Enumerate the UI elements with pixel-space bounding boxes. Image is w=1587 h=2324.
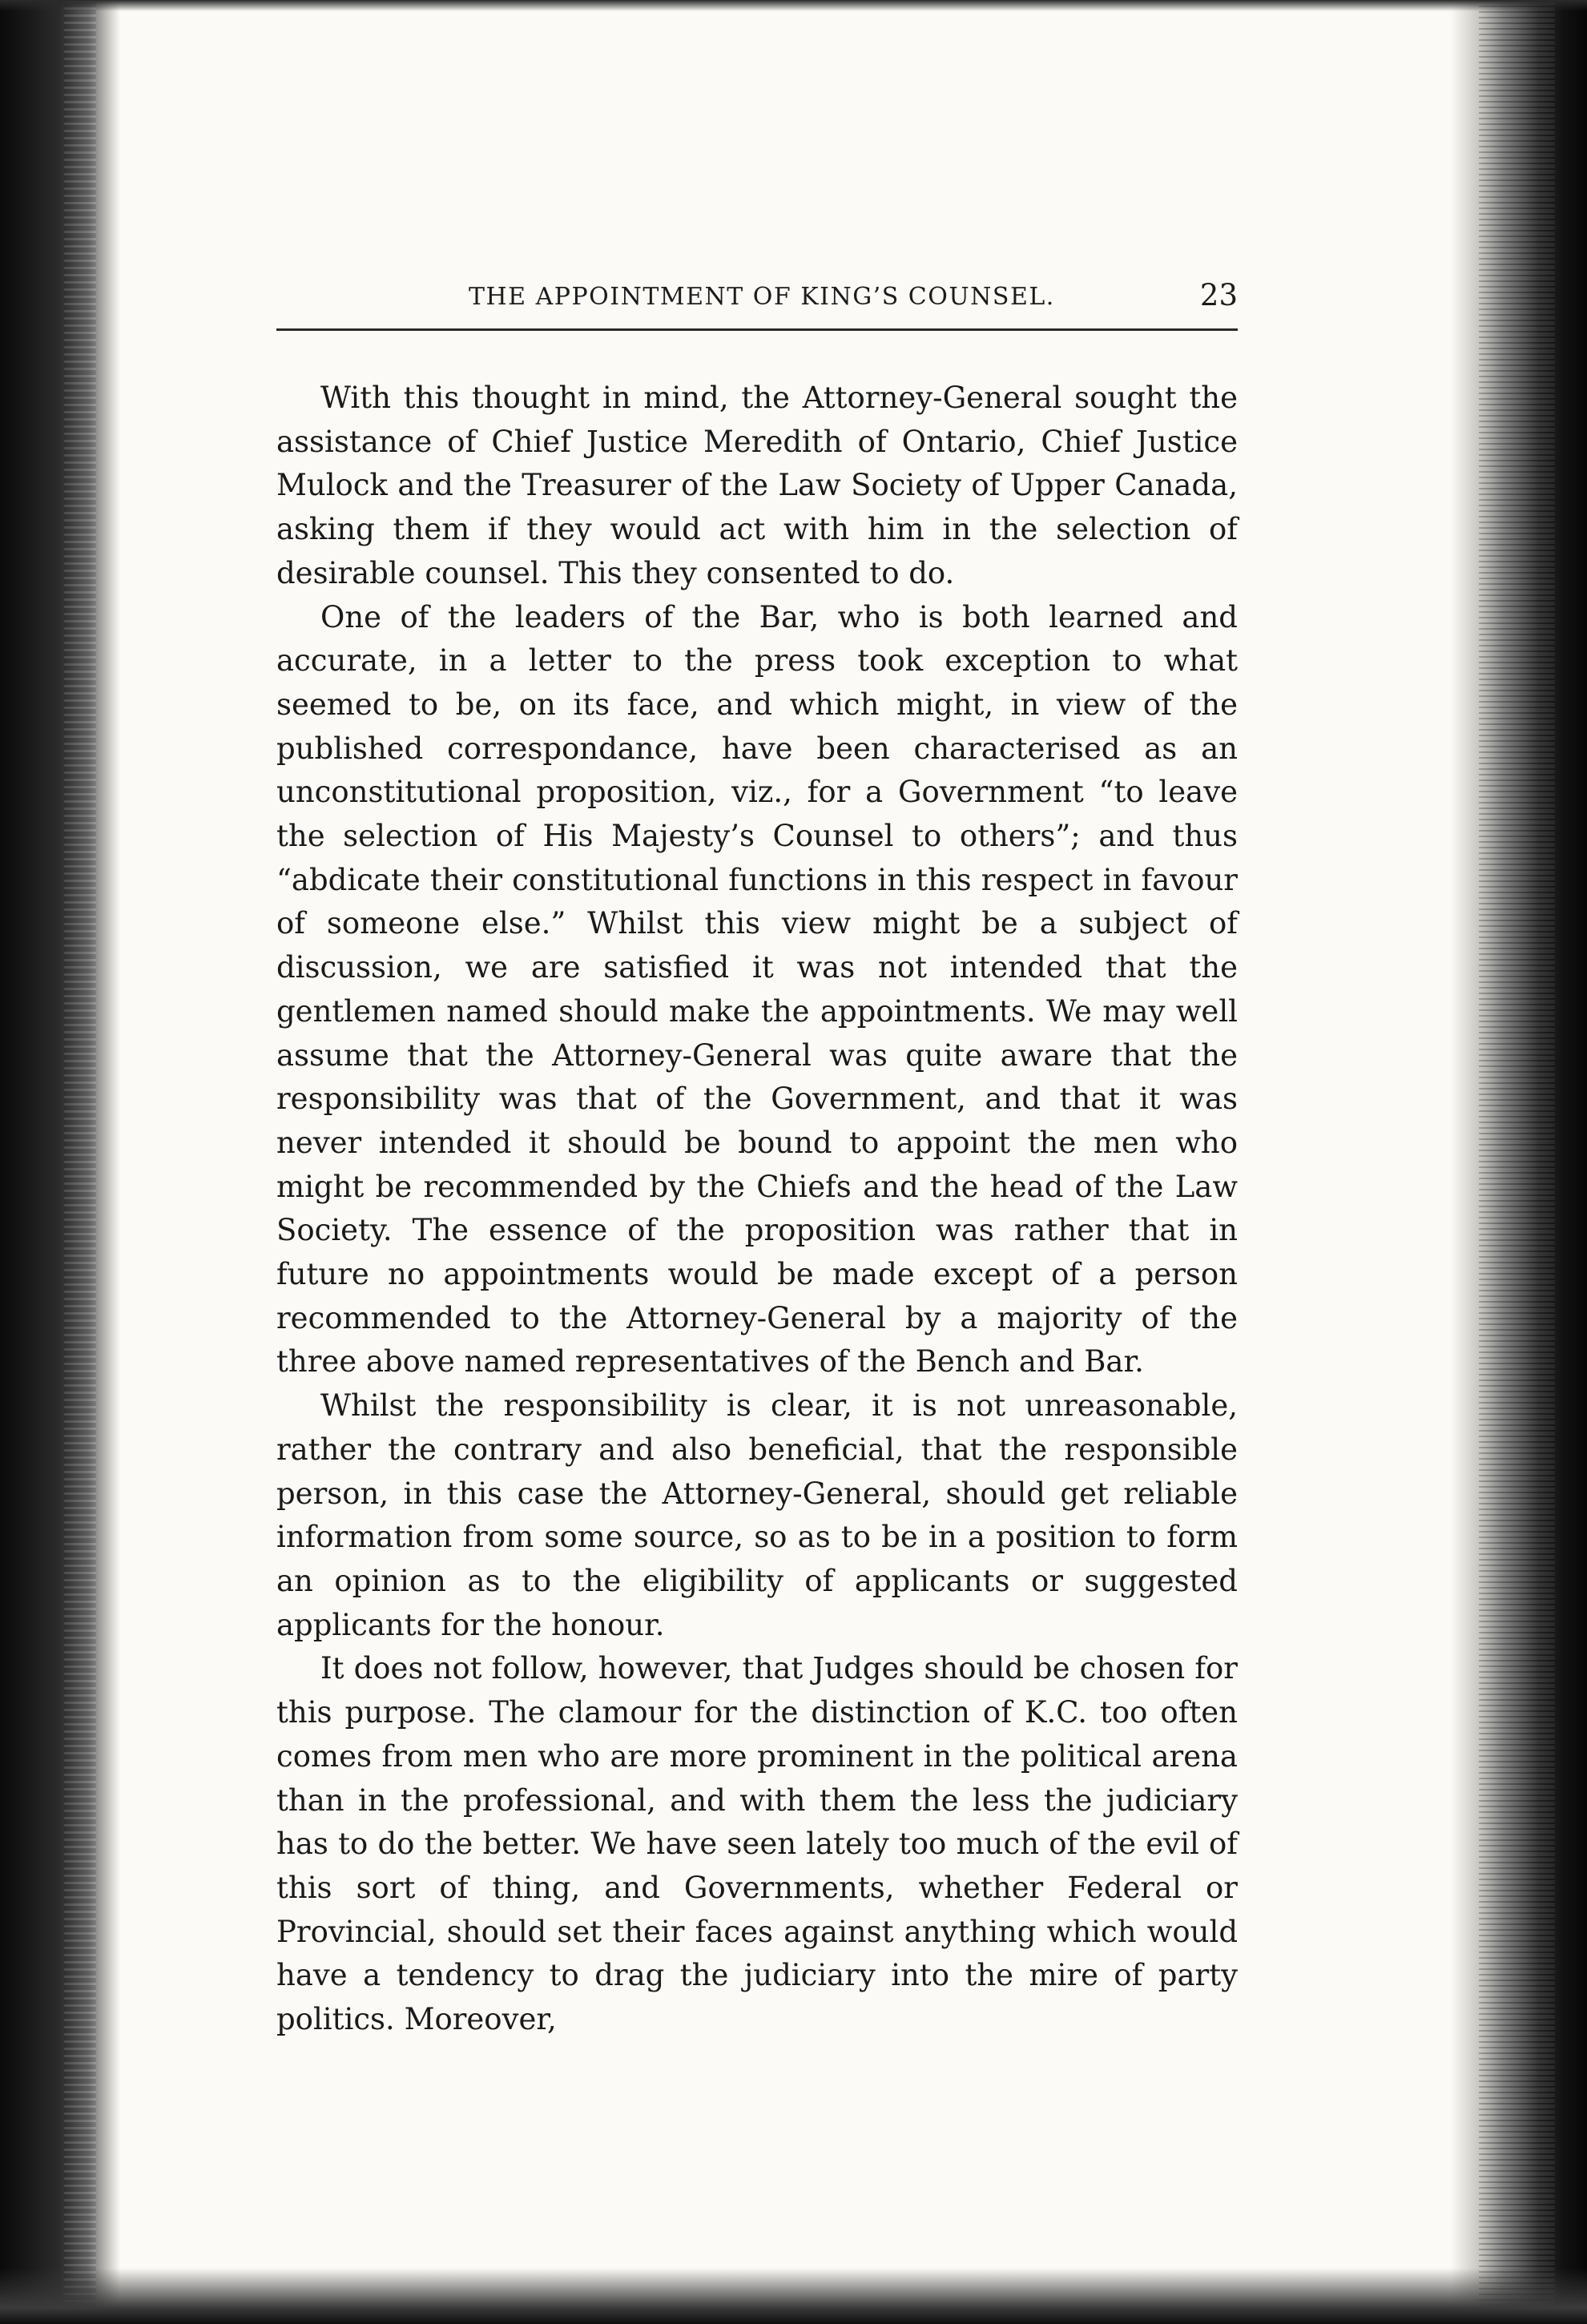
- scan-left-edge: [0, 0, 120, 2324]
- page-number: 23: [1199, 278, 1238, 312]
- scan-left-edge-texture: [64, 0, 96, 2324]
- scan-right-edge-texture: [1479, 0, 1555, 2324]
- paragraph-4: It does not follow, however, that Judges should be chosen for this purpose. The clamour for the distinction of K.C. too often comes from men who are more prominent in the political arena than in the professional, and with them the less the judiciary has to do the better. We have seen lately too much of the evil of this sort of thing, and Governments, whether Federal or Provincial, should set their faces against anything which would have a tendency to drag the judiciary into the mire of party politics. Moreover,: [276, 1651, 1238, 2037]
- body-text: [276, 377, 1238, 2042]
- scan-top-edge: [0, 0, 1587, 11]
- paragraph-2: One of the leaders of the Bar, who is both learned and accurate, in a letter to the press took exception to what seemed to be, on its face, and which might, in view of the published correspondance, have been characterised as an unconstitutional proposition, viz., for a Government “to leave the selection of His Majesty’s Counsel to others”; and thus “abdicate their constitutional functions in this respect in favour of someone else.” Whilst this view might be a subject of discussion, we are satisfied it was not intended that the gentlemen named should make the appointments. We may well assume that the Attorney-General was quite aware that the responsibility was that of the Government, and that it was never intended it should be bound to appoint the men who might be recommended by the Chiefs and the head of the Law Society. The essence of the proposition was rather that in future no appointments would be made except of a person recommended to the Attorney-General by a majority of the three above named representatives of the Bench and Bar.: [276, 599, 1238, 1379]
- scan-bottom-edge: [0, 2268, 1587, 2324]
- paragraph-3: Whilst the responsibility is clear, it is not unreasonable, rather the contrary and also beneficial, that the responsible person, in this case the Attorney-General, should get reliable information from some source, so as to be in a position to form an opinion as to the eligibility of applicants or suggested applicants for the honour.: [276, 1388, 1238, 1642]
- page-header: [276, 276, 1238, 324]
- running-head: THE APPOINTMENT OF KING’S COUNSEL.: [469, 283, 1055, 311]
- paragraph-1: With this thought in mind, the Attorney-General sought the assistance of Chief Justice Meredith of Ontario, Chief Justice Mulock and the Treasurer of the Law Society of Upper Canada, asking them if they would act with him in the selection of desirable counsel. This they consented to do.: [276, 381, 1238, 590]
- header-rule: [276, 328, 1238, 331]
